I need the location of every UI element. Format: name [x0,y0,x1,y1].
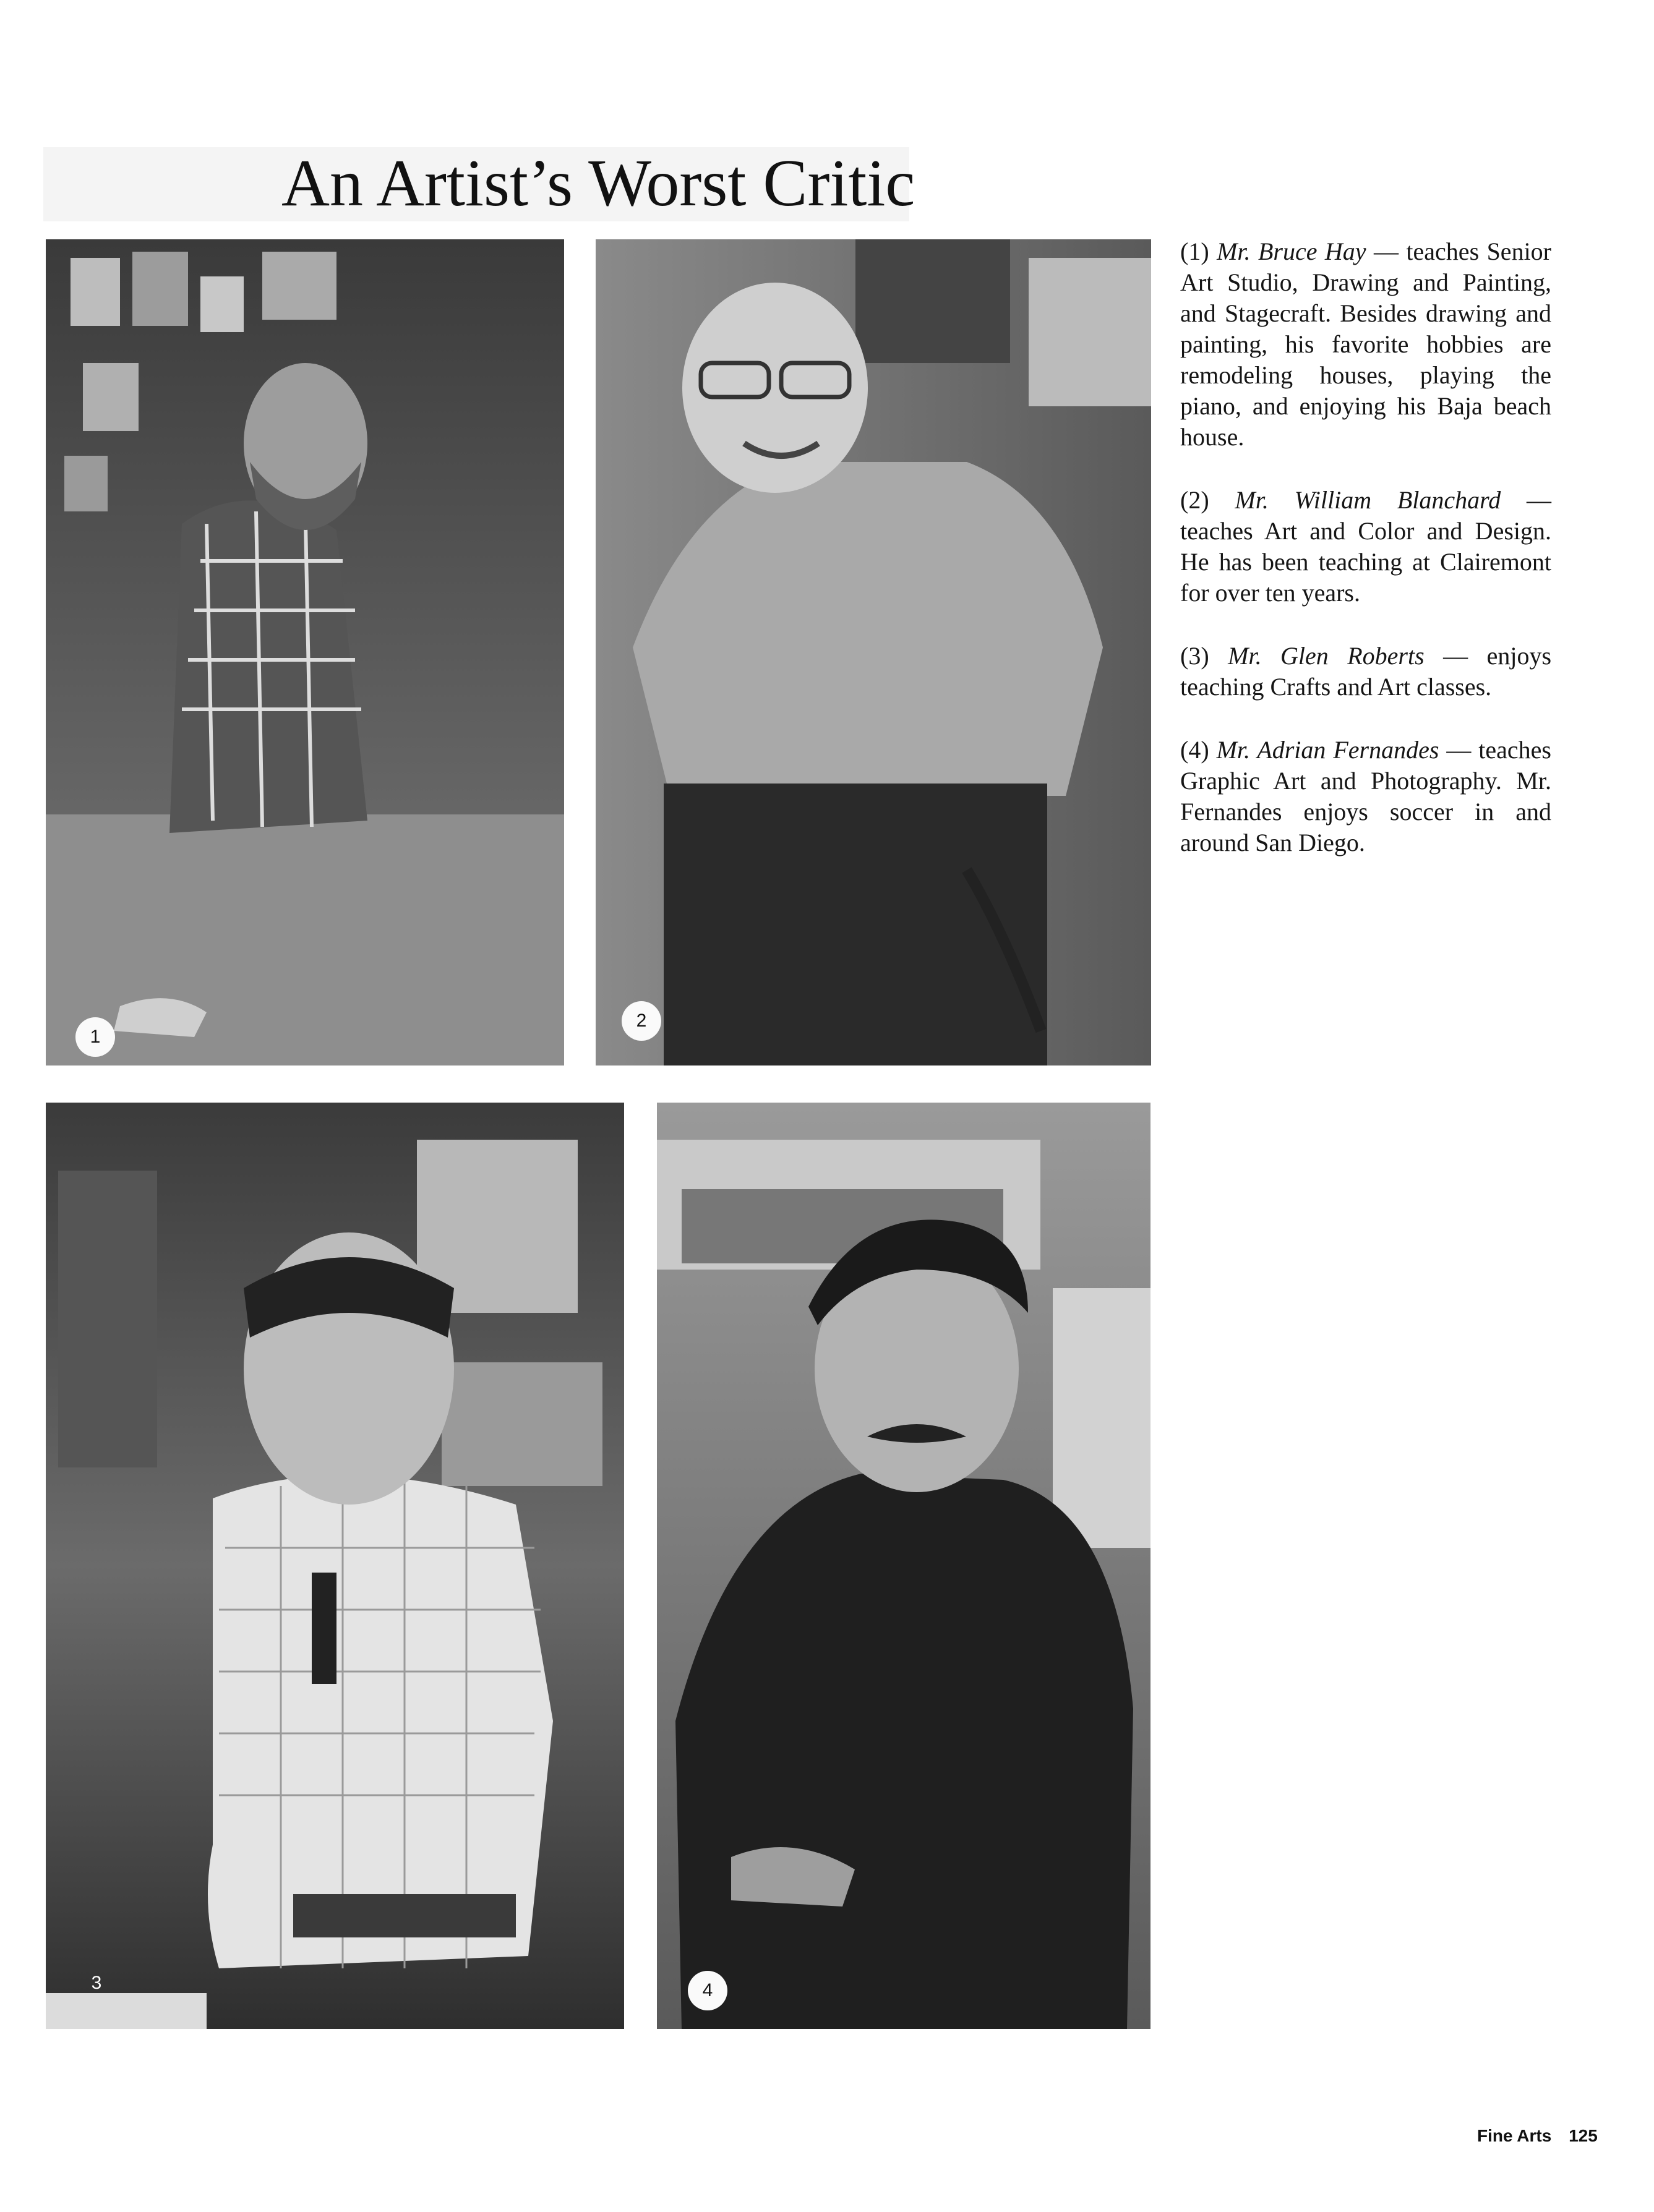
caption-text: — teaches Art and Color and Design. He has been teaching at Clairemont for over ten years. [1180,486,1551,607]
photo-number-badge: 2 [622,1001,661,1041]
photo-glen-roberts [46,1103,624,2029]
caption-name: Mr. Glen Roberts [1228,642,1425,670]
photo-bruce-hay [46,239,564,1065]
page-title: An Artist’s Worst Critic [281,147,915,220]
caption-number: (4) [1180,736,1209,764]
caption-number: (1) [1180,237,1209,265]
caption-text: — teaches Graphic Art and Photography. Mr. Fernandes enjoys soccer in and around San Diego. [1180,736,1552,856]
footer-section-label: Fine Arts [1477,2126,1552,2145]
caption-number: (3) [1180,642,1209,670]
caption-number: (2) [1180,486,1209,514]
photo-number-badge: 1 [75,1017,115,1057]
page-number: 125 [1569,2126,1598,2145]
caption-text: — teaches Senior Art Studio, Drawing and Painting, and Stagecraft. Besides drawing and painting, his favorite hobbies are remodeling houses, playing the piano, and enjoying his Baja beach house. [1180,237,1551,451]
photo-william-blanchard [596,239,1151,1065]
photo-number-badge: 3 [91,1973,102,1993]
caption-name: Mr. Bruce Hay [1217,237,1366,265]
caption-4 [1180,735,1551,858]
photo-adrian-fernandes [657,1103,1151,2029]
captions-column [1180,236,1551,890]
photo-number-badge: 4 [688,1971,727,2010]
caption-text: — enjoys teaching Crafts and Art classes. [1180,642,1552,701]
caption-name: Mr. Adrian Fernandes [1216,736,1439,764]
caption-name: Mr. William Blanchard [1235,486,1501,514]
caption-1 [1180,236,1551,453]
page-footer [1477,2126,1598,2146]
caption-3 [1180,641,1551,702]
caption-2 [1180,485,1551,609]
